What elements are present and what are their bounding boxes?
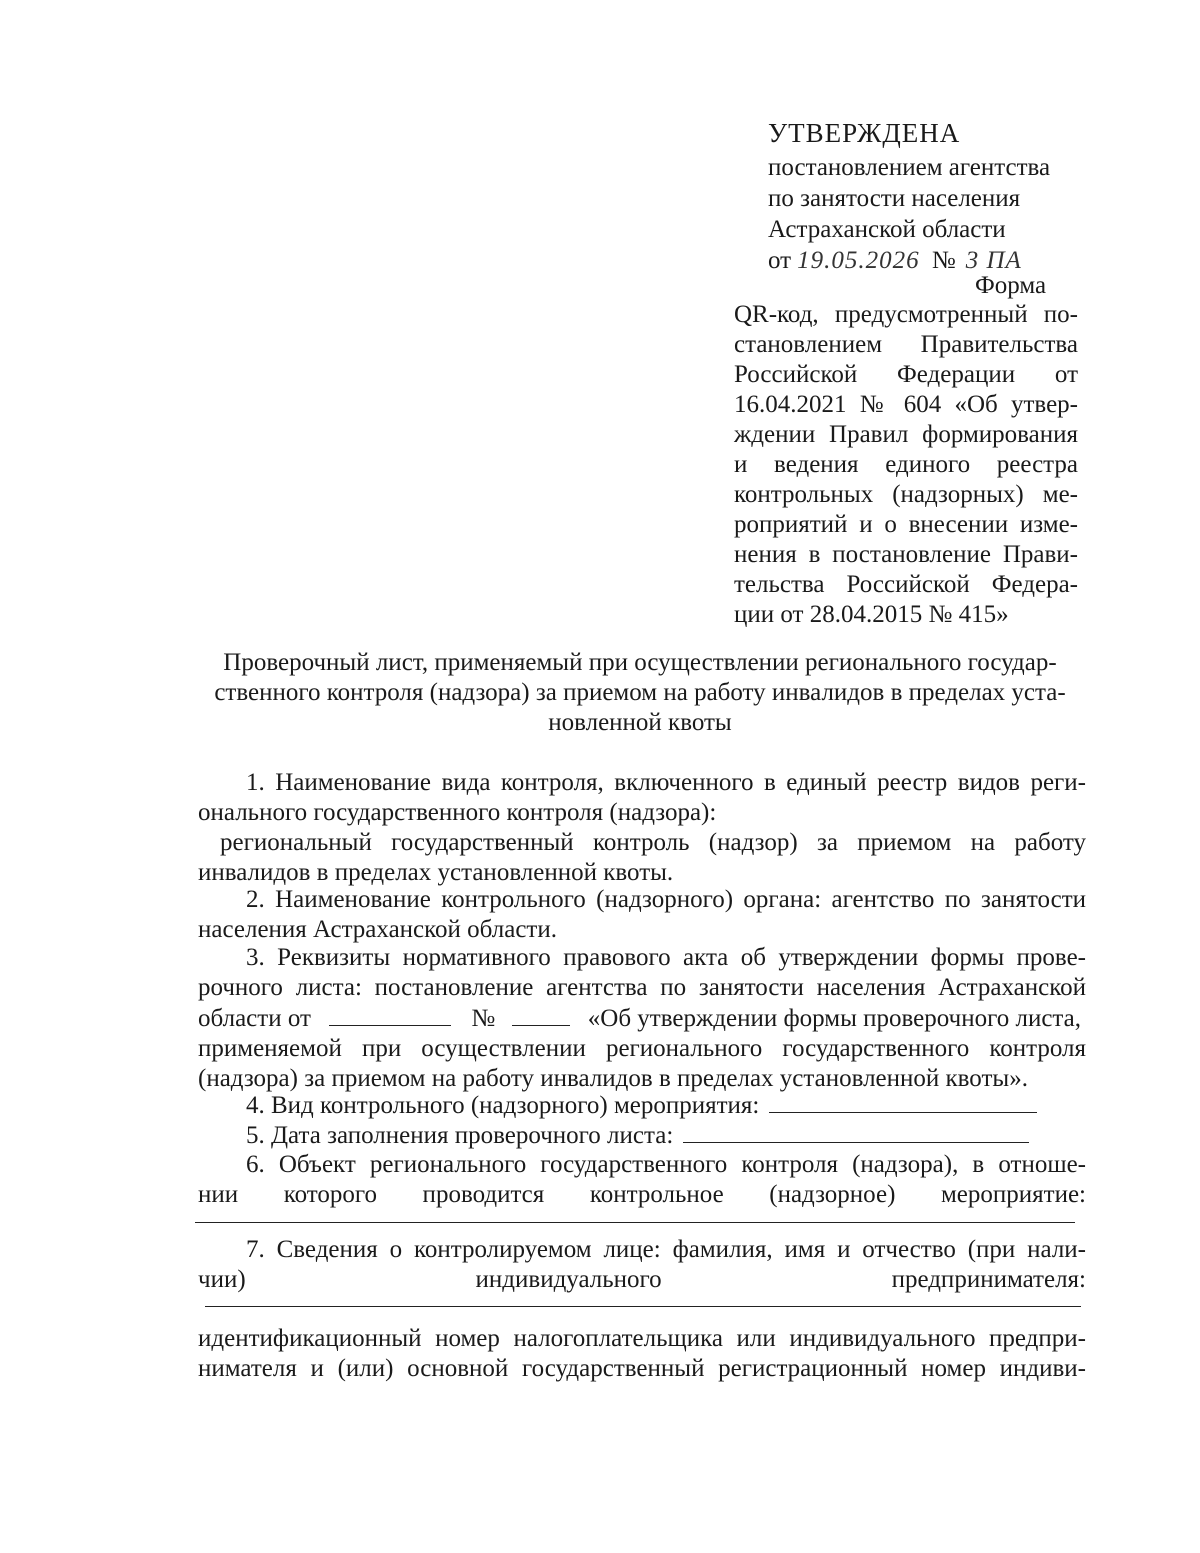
approval-date-line (768, 245, 1098, 276)
approval-line: постановлением агентства (768, 154, 1051, 181)
qr-note-line: и ведения единого реестра (734, 451, 1078, 478)
item-7-tail-line: нимателя и (или) основной государственный регистрационный номер индиви- (198, 1355, 1086, 1382)
title-line: Проверочный лист, применяемый при осуществлении регионального государ- (223, 649, 1057, 676)
item-3-req-line (198, 1003, 1086, 1034)
number-sign: № (931, 247, 956, 274)
approval-line: Астраханской области (768, 216, 1006, 243)
item-7-tail-line: идентификационный номер налогоплательщика или индивидуального предпри- (198, 1325, 1086, 1352)
qr-note-line: нения в постановление Прави- (734, 541, 1078, 568)
qr-note-line: становлением Правительства (734, 331, 1078, 358)
qr-note-line: ждении Правил формирования (734, 421, 1078, 448)
qr-note-line: роприятий и о внесении изме- (734, 511, 1078, 538)
item-6-answer-line[interactable] (195, 1222, 1075, 1223)
item-1-answer: региональный государственный контроль (надзор) за приемом на работу (220, 829, 1086, 856)
item-3-req-prefix: области от (198, 1005, 311, 1032)
qr-note-line: ции от 28.04.2015 № 415» (734, 601, 1009, 628)
number-blank[interactable] (512, 1003, 570, 1026)
date-prefix: от (768, 247, 792, 274)
item-5-label: 5. Дата заполнения проверочного листа: (246, 1122, 674, 1149)
item-7-continued (198, 1324, 1086, 1384)
qr-code-note (734, 300, 1078, 630)
item-1-answer: инвалидов в пределах установленной квоты. (198, 859, 674, 886)
qr-note-line: Российской Федерации от (734, 361, 1078, 388)
qr-note-line: 16.04.2021 № 604 «Об утвер- (734, 391, 1078, 418)
title-line: ственного контроля (надзора) за приемом на работу инвалидов в пределах уста- (214, 679, 1066, 706)
item-6 (198, 1150, 1086, 1210)
handwritten-number: 3 ПА (965, 247, 1022, 274)
item-1-line: 1. Наименование вида контроля, включенного в единый реестр видов реги- (246, 769, 1086, 796)
item-3-line: рочного листа: постановление агентства по занятости населения Астраханской (198, 974, 1086, 1001)
form-label: Форма (975, 272, 1047, 299)
event-type-blank[interactable] (769, 1090, 1037, 1113)
handwritten-date: 19.05.2026 (797, 247, 920, 274)
qr-note-line: контрольных (надзорных) ме- (734, 481, 1078, 508)
item-7-line: 7. Сведения о контролируемом лице: фамилия, имя и отчество (при нали- (246, 1236, 1086, 1263)
item-3-num-sign: № (471, 1005, 496, 1032)
item-2 (198, 885, 1086, 945)
item-1-line: онального государственного контроля (надзора): (198, 799, 717, 826)
item-3-req-suffix: «Об утверждении формы проверочного листа, (587, 1005, 1081, 1032)
item-1 (198, 768, 1086, 888)
item-6-line: 6. Объект регионального государственного контроля (надзора), в отноше- (246, 1151, 1086, 1178)
item-4-label: 4. Вид контрольного (надзорного) мероприятия: (246, 1092, 760, 1119)
item-5-line (198, 1120, 1086, 1151)
document-title (190, 648, 1090, 738)
qr-note-line: QR-код, предусмотренный по- (734, 301, 1078, 328)
item-5 (198, 1120, 1086, 1151)
item-3 (198, 943, 1086, 1094)
approval-stamp (768, 118, 1098, 276)
qr-note-line: тельства Российской Федера- (734, 571, 1078, 598)
fill-date-blank[interactable] (683, 1120, 1029, 1143)
date-blank[interactable] (329, 1003, 451, 1026)
item-4 (198, 1090, 1086, 1121)
approval-heading: УТВЕРЖДЕНА (768, 118, 961, 148)
item-7-line: чии) индивидуального предпринимателя: (198, 1266, 1086, 1293)
item-6-line: нии которого проводится контрольное (надзорное) мероприятие: (198, 1181, 1086, 1208)
item-3-line: применяемой при осуществлении регионального государственного контроля (198, 1035, 1086, 1062)
item-2-line: 2. Наименование контрольного (надзорного) органа: агентство по занятости (246, 886, 1086, 913)
item-7 (198, 1235, 1086, 1295)
title-line: новленной квоты (548, 709, 732, 736)
item-4-line (198, 1090, 1086, 1121)
item-2-line: населения Астраханской области. (198, 916, 557, 943)
approval-line: по занятости населения (768, 185, 1021, 212)
item-7-answer-line[interactable] (205, 1306, 1081, 1307)
item-3-line: (надзора) за приемом на работу инвалидов в пределах установленной квоты». (198, 1065, 1028, 1092)
item-3-line: 3. Реквизиты нормативного правового акта об утверждении формы прове- (246, 944, 1086, 971)
